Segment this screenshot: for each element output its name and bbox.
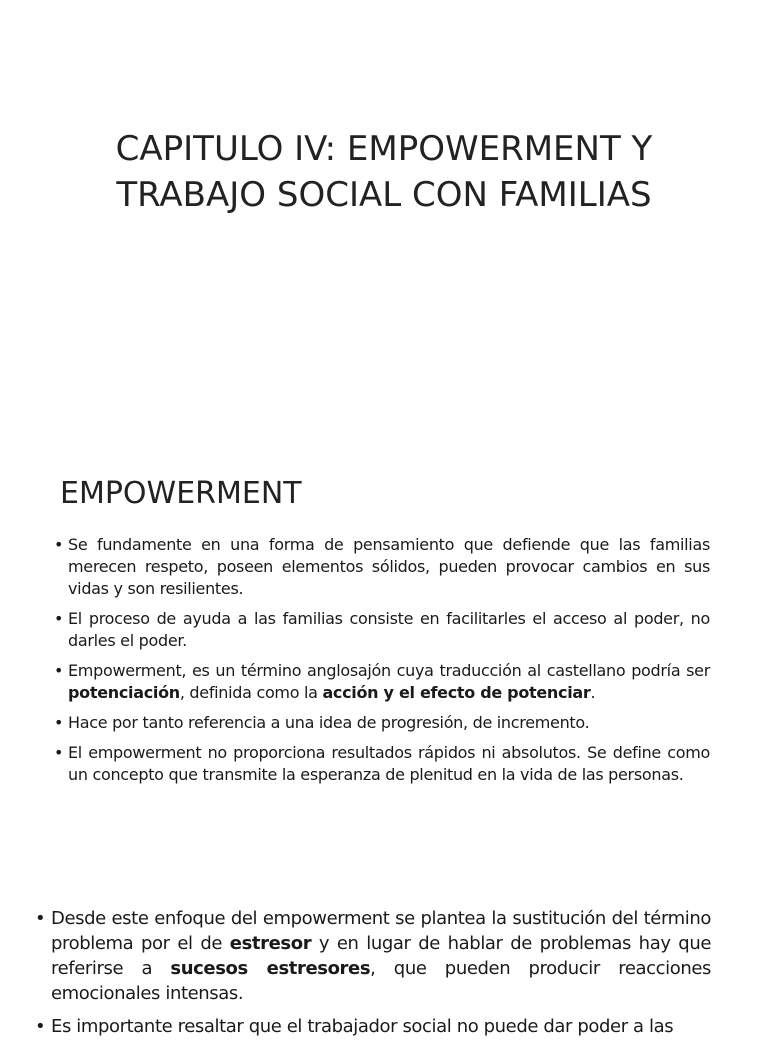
bullet-bold-term: potenciación <box>68 683 180 702</box>
bullet-list <box>35 906 711 1047</box>
bullet-dot: • <box>54 609 64 628</box>
title-slide <box>0 0 768 430</box>
bullet-item-1 <box>35 906 711 1006</box>
bullet-text: Es importante resaltar que el trabajador social no puede dar poder a las <box>51 1016 674 1037</box>
slide-title-line-2: TRABAJO SOCIAL CON FAMILIAS <box>116 175 652 215</box>
stressor-slide <box>0 864 768 1037</box>
empowerment-slide <box>0 432 768 862</box>
bullet-dot: • <box>54 661 64 680</box>
bullet-text: Se fundamente en una forma de pensamiento que defiende que las familias merecen respeto, poseen elementos sólidos, pueden provocar cambios en sus vidas y son resilientes. <box>68 535 710 598</box>
section-heading: EMPOWERMENT <box>60 476 302 511</box>
bullet-item-2 <box>54 608 710 652</box>
bullet-dot: • <box>54 743 64 762</box>
bullet-text: , que pueden producir reacciones emocionales intensas. <box>51 958 711 1004</box>
bullet-list <box>54 534 710 794</box>
bullet-text: , definida como la <box>179 683 323 702</box>
bullet-item-4 <box>54 712 710 734</box>
bullet-bold-term: estresor <box>229 933 312 954</box>
bullet-text: y en lugar de hablar de problemas hay que referirse a <box>51 933 711 979</box>
bullet-text: Desde este enfoque del empowerment se plantea la sustitución del término problema por el de <box>51 908 711 954</box>
bullet-bold-term: acción y el efecto de potenciar <box>322 683 591 702</box>
bullet-text: El proceso de ayuda a las familias consiste en facilitarles el acceso al poder, no darles el poder. <box>68 609 710 650</box>
slide-title <box>40 126 728 218</box>
bullet-bold-term: sucesos estresores <box>170 958 371 979</box>
bullet-text: El empowerment no proporciona resultados rápidos ni absolutos. Se define como un concepto que transmite la esperanza de plenitud en la vida de las personas. <box>68 743 710 784</box>
bullet-text: . <box>590 683 596 702</box>
bullet-item-5 <box>54 742 710 786</box>
bullet-text: Empowerment, es un término anglosajón cuya traducción al castellano podría ser <box>68 661 710 680</box>
bullet-text: Hace por tanto referencia a una idea de progresión, de incremento. <box>68 713 590 732</box>
bullet-dot: • <box>35 1016 46 1037</box>
bullet-item-3 <box>54 660 710 704</box>
bullet-dot: • <box>54 535 64 554</box>
slide-title-line-1: CAPITULO IV: EMPOWERMENT Y <box>115 129 653 169</box>
bullet-dot: • <box>35 908 46 929</box>
bullet-dot: • <box>54 713 64 732</box>
bullet-item-1 <box>54 534 710 600</box>
bullet-item-2 <box>35 1014 711 1039</box>
